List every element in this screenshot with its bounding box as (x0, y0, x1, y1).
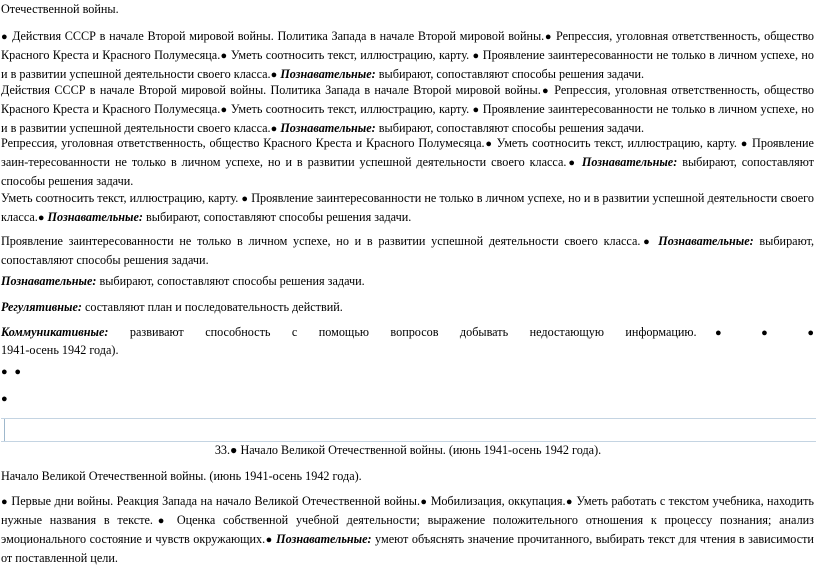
bullets-triple-icon: ● ● ● (696, 327, 814, 339)
label-cognitive: Познавательные: (652, 234, 754, 248)
paragraph-6: Познавательные: выбирают, сопоставляют способы решения задачи. (1, 274, 365, 288)
bullet-icon: ● (540, 85, 550, 97)
paragraph-8: Коммуникативные: развивают способность с помощью вопросов добывать недостающую информацию.● ● ● (1, 325, 814, 339)
paragraph-8-cont: 1941-осень 1942 года). (1, 343, 119, 357)
bullet-icon: ● (566, 157, 577, 169)
section-heading: 33.● Начало Великой Отечественной войны. (июнь 1941-осень 1942 года). (214, 443, 602, 457)
label-communicative: Коммуникативные: (1, 325, 109, 339)
bullet-icon: ● (270, 123, 278, 135)
paragraph-0: Отечественной войны. (1, 2, 119, 16)
bullet-icon: ● (220, 50, 228, 62)
bullet-icon: ● (220, 104, 228, 116)
paragraph-3: Репрессия, уголовная ответственность, общество Красного Креста и Красного Полумесяца.● Уметь соотносить текст, иллюстрацию, карту. ● Проявление заин-тересованности не только в личном успехе, но и в развитии успешной деятельности своего класса.● Познавательные: выбирают, сопоставляют способы решения задачи. (1, 136, 814, 188)
bullet-icon: ● (37, 212, 45, 224)
paragraph-1: ● Действия СССР в начале Второй мировой войны. Политика Запада в начале Второй мировой войны.● Репрессия, уголовная ответственность, общество Красного Креста и Красного Полумесяца.● Уметь соотносить текст, иллюстрацию, карту. ● Проявление заинтересованности не только в личном успехе, но и в развитии успешной деятельности своего класса.● Познавательные: выбирают, сопоставляют способы решения задачи. (1, 29, 814, 81)
bullet-icon: ● (472, 104, 480, 116)
bullet-icon: ● (1, 31, 9, 43)
bullet-icon: ● (640, 236, 653, 248)
bullet-icon: ● (565, 496, 573, 508)
bullet-single-icon: ● (1, 393, 10, 405)
paragraph-12: ● Первые дни войны. Реакция Запада на начало Великой Отечественной войны.● Мобилизация, оккупация.● Уметь работать с текстом учебника, находить нужные названия в тексте.● Оценка собственной учебной деятельности; выражение положительного отношения к процессу познания; анализ эмоционального состояние и чувств окружающих.● Познавательные: умеют объяснять значение прочитанного, выбирать текст для чтения в зависимости от поставленной цели. (1, 494, 814, 565)
bullet-icon: ● (420, 496, 428, 508)
label-cognitive: Познавательные: (576, 155, 678, 169)
label-regulatory: Регулятивные: (1, 300, 82, 314)
label-cognitive: Познавательные: (277, 67, 376, 81)
label-cognitive: Познавательные: (272, 532, 372, 546)
paragraph-7: Регулятивные: составляют план и последовательность действий. (1, 300, 343, 314)
bullet-icon: ● (241, 193, 249, 205)
paragraph-2: Действия СССР в начале Второй мировой войны. Политика Запада в начале Второй мировой войны.● Репрессия, уголовная ответственность, общество Красного Креста и Красного Полумесяца.● Уметь соотносить текст, иллюстрацию, карту. ● Проявление заинтересованности не только в личном успехе, но и в развитии успешной деятельности своего класса.● Познавательные: выбирают, сопоставляют способы решения задачи. (1, 83, 814, 135)
label-cognitive: Познавательные: (277, 121, 376, 135)
bullet-icon: ● (270, 69, 278, 81)
bullet-icon: ● (472, 50, 480, 62)
bullet-icon: ● (1, 496, 9, 508)
label-cognitive: Познавательные: (44, 210, 143, 224)
paragraph-11: Начало Великой Отечественной войны. (июнь 1941-осень 1942 года). (1, 469, 362, 483)
bullet-icon: ● (484, 138, 493, 150)
table-border (1, 418, 816, 442)
bullet-icon: ● (544, 31, 553, 43)
paragraph-4: Уметь соотносить текст, иллюстрацию, карту. ● Проявление заинтересованности не только в личном успехе, но и в развитии успешной деятельности своего класса.● Познавательные: выбирают, сопоставляют способы решения задачи. (1, 191, 814, 224)
label-cognitive: Познавательные: (1, 274, 97, 288)
table-cell-divider (4, 419, 5, 441)
bullet-icon: ● (265, 534, 273, 546)
bullets-double-icon: ● ● (1, 366, 24, 378)
bullet-icon: ● (740, 138, 749, 150)
paragraph-5: Проявление заинтересованности не только в личном успехе, но и в развитии успешной деятельности своего класса.● Познавательные: выбирают, сопоставляют способы решения задачи. (1, 234, 814, 267)
bullet-icon: ● (152, 515, 170, 527)
